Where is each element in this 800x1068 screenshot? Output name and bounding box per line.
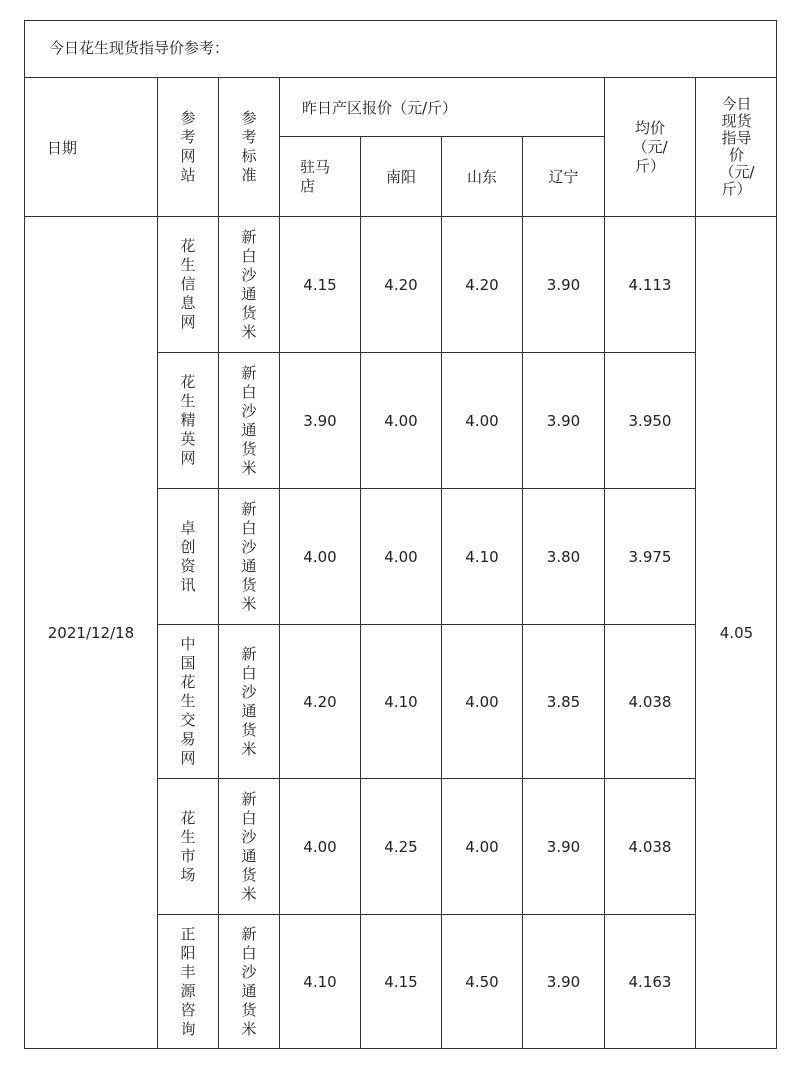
- table-cell: [158, 779, 219, 915]
- table-cell: 3.90: [523, 915, 605, 1049]
- table-cell: 4.163: [605, 915, 696, 1049]
- header-region-zhumadian: 驻马店: [280, 137, 361, 217]
- vertical-char: 沙: [241, 537, 257, 556]
- vertical-char: 花: [180, 237, 196, 255]
- vertical-char: 米: [241, 322, 257, 341]
- vertical-char: 交: [180, 711, 196, 729]
- table-cell: 3.975: [605, 489, 696, 625]
- guide-price-cell: 4.05: [719, 624, 754, 642]
- header-date: 日期: [25, 78, 158, 217]
- vertical-char: 市: [180, 846, 196, 865]
- vertical-char: 新: [241, 925, 257, 943]
- vertical-char: 丰: [180, 963, 196, 981]
- table-cell: 3.90: [523, 217, 605, 353]
- vertical-char: 货: [241, 720, 257, 739]
- vertical-char: 息: [180, 294, 196, 312]
- table-cell: 3.90: [523, 353, 605, 489]
- vertical-char: 货: [241, 303, 257, 322]
- table-cell: 4.50: [442, 915, 523, 1049]
- table-cell: 4.00: [442, 625, 523, 779]
- table-cell: 4.20: [442, 217, 523, 353]
- vertical-char: 场: [180, 865, 196, 884]
- vertical-char: 通: [241, 846, 257, 865]
- vertical-char: 白: [241, 663, 257, 682]
- header-standard: [219, 78, 280, 217]
- table-cell: [219, 217, 280, 353]
- vertical-char: 新: [241, 789, 257, 808]
- vertical-char: 花: [180, 808, 196, 827]
- vertical-char: 国: [180, 654, 196, 672]
- vertical-char: 标: [241, 147, 257, 165]
- table-title-row: [25, 21, 776, 78]
- vertical-char: 白: [241, 808, 257, 827]
- table-cell: [219, 353, 280, 489]
- vertical-char: 通: [241, 556, 257, 575]
- table-cell: [158, 217, 219, 353]
- vertical-char: 生: [180, 692, 196, 710]
- table-cell: 4.00: [280, 489, 361, 625]
- table-cell: 4.00: [442, 353, 523, 489]
- vertical-text: [241, 925, 256, 1039]
- vertical-char: 通: [241, 284, 257, 303]
- vertical-char: 网: [180, 147, 196, 165]
- table-cell: 4.15: [361, 915, 442, 1049]
- vertical-char: 沙: [241, 265, 257, 284]
- table-title: 今日花生现货指导价参考：: [49, 39, 230, 57]
- table-cell: 4.10: [442, 489, 523, 625]
- vertical-char: 生: [180, 827, 196, 846]
- vertical-text: [180, 809, 195, 885]
- table-cell: 4.15: [280, 217, 361, 353]
- vertical-char: 白: [241, 382, 257, 401]
- vertical-text: [241, 364, 256, 478]
- vertical-char: 通: [241, 701, 257, 720]
- vertical-char: 沙: [241, 963, 257, 981]
- header-price-group: 昨日产区报价（元/斤）: [280, 78, 605, 137]
- header-region-liaoning: 辽宁: [523, 137, 605, 217]
- table-cell: 3.90: [523, 779, 605, 915]
- table-cell: 4.113: [605, 217, 696, 353]
- table-cell: 4.038: [605, 625, 696, 779]
- table-cell: 4.10: [280, 915, 361, 1049]
- vertical-char: 网: [180, 449, 196, 467]
- price-table: [24, 20, 777, 1049]
- vertical-char: 米: [241, 739, 257, 758]
- vertical-char: 信: [180, 275, 196, 293]
- vertical-char: 创: [180, 537, 196, 556]
- vertical-char: 资: [180, 556, 196, 575]
- header-site: [158, 78, 219, 217]
- vertical-char: 新: [241, 644, 257, 663]
- vertical-char: 白: [241, 944, 257, 962]
- vertical-text: [241, 228, 256, 342]
- vertical-char: 考: [241, 128, 257, 146]
- table-cell: [158, 353, 219, 489]
- vertical-text: [180, 373, 195, 468]
- vertical-text: [241, 645, 256, 759]
- vertical-char: 通: [241, 982, 257, 1000]
- vertical-char: 易: [180, 730, 196, 748]
- table-cell: [219, 779, 280, 915]
- table-cell: 3.80: [523, 489, 605, 625]
- table-cell: 3.90: [280, 353, 361, 489]
- vertical-text: [180, 237, 195, 332]
- vertical-char: 生: [180, 256, 196, 274]
- table-cell: [158, 915, 219, 1049]
- vertical-char: 讯: [180, 575, 196, 594]
- table-cell: 4.20: [361, 217, 442, 353]
- vertical-char: 中: [180, 635, 196, 653]
- vertical-char: 生: [180, 392, 196, 410]
- header-guide: 今日现货指导价（元/斤）: [696, 78, 777, 217]
- table-cell: 3.85: [523, 625, 605, 779]
- vertical-text: [241, 500, 256, 614]
- table-cell: 4.00: [361, 489, 442, 625]
- vertical-char: 咨: [180, 1001, 196, 1019]
- vertical-char: 白: [241, 246, 257, 265]
- vertical-char: 沙: [241, 827, 257, 846]
- header-region-shandong: 山东: [442, 137, 523, 217]
- vertical-char: 参: [241, 109, 257, 127]
- header-avg: 均价（元/斤）: [605, 78, 696, 217]
- vertical-char: 新: [241, 227, 257, 246]
- vertical-char: 网: [180, 313, 196, 331]
- vertical-char: 精: [180, 411, 196, 429]
- vertical-text: [241, 790, 256, 904]
- vertical-char: 源: [180, 982, 196, 1000]
- table-cell: 4.00: [280, 779, 361, 915]
- vertical-char: 网: [180, 749, 196, 767]
- vertical-char: 白: [241, 518, 257, 537]
- table-cell: [219, 625, 280, 779]
- vertical-text: [241, 109, 256, 185]
- vertical-text: [180, 635, 195, 768]
- table-cell: 3.950: [605, 353, 696, 489]
- vertical-text: [180, 925, 195, 1039]
- date-cell: 2021/12/18: [25, 217, 158, 1049]
- table-cell: 4.00: [442, 779, 523, 915]
- vertical-char: 米: [241, 458, 257, 477]
- vertical-char: 货: [241, 865, 257, 884]
- table-cell: [158, 625, 219, 779]
- vertical-char: 花: [180, 373, 196, 391]
- vertical-char: 米: [241, 594, 257, 613]
- vertical-char: 询: [180, 1020, 196, 1038]
- table-cell: [158, 489, 219, 625]
- table-cell: 4.20: [280, 625, 361, 779]
- vertical-char: 站: [180, 166, 196, 184]
- vertical-char: 沙: [241, 401, 257, 420]
- vertical-char: 货: [241, 575, 257, 594]
- vertical-char: 米: [241, 1020, 257, 1038]
- table-cell: 4.00: [361, 353, 442, 489]
- vertical-char: 英: [180, 430, 196, 448]
- vertical-char: 货: [241, 439, 257, 458]
- vertical-char: 卓: [180, 518, 196, 537]
- vertical-char: 货: [241, 1001, 257, 1019]
- vertical-char: 沙: [241, 682, 257, 701]
- table-cell: 4.038: [605, 779, 696, 915]
- vertical-char: 正: [180, 925, 196, 943]
- vertical-char: 考: [180, 128, 196, 146]
- vertical-char: 新: [241, 499, 257, 518]
- vertical-char: 准: [241, 166, 257, 184]
- vertical-char: 阳: [180, 944, 196, 962]
- vertical-text: [180, 519, 195, 595]
- table-cell: 4.25: [361, 779, 442, 915]
- header-region-nanyang: 南阳: [361, 137, 442, 217]
- vertical-char: 参: [180, 109, 196, 127]
- table-cell: [219, 915, 280, 1049]
- vertical-char: 米: [241, 884, 257, 903]
- vertical-char: 新: [241, 363, 257, 382]
- vertical-char: 通: [241, 420, 257, 439]
- vertical-char: 花: [180, 673, 196, 691]
- table-cell: [219, 489, 280, 625]
- table-cell: 4.10: [361, 625, 442, 779]
- vertical-text: [180, 109, 195, 185]
